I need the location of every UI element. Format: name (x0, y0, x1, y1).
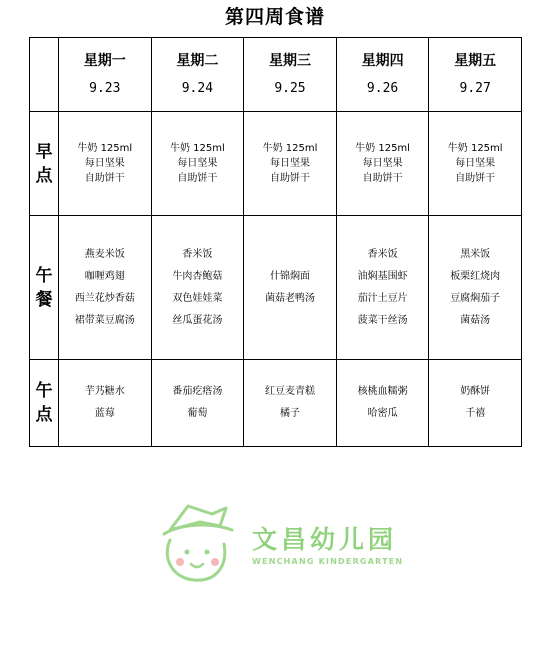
lunch-cell-mon (59, 216, 152, 360)
breakfast-row (30, 112, 522, 216)
menu-item: 自助饼干 (455, 173, 496, 184)
day-name: 星期四 (361, 53, 404, 69)
day-header-tue (151, 38, 244, 112)
breakfast-cell-wed (244, 112, 337, 216)
day-name: 星期五 (454, 53, 497, 69)
menu-item: 油焖基围虾 (357, 270, 408, 282)
menu-item: 番茄疙瘩汤 (172, 386, 223, 397)
day-date: 9.25 (274, 81, 306, 96)
lunch-cell-wed (244, 216, 337, 360)
menu-item: 菌菇汤 (460, 314, 491, 326)
menu-item: 板栗红烧肉 (450, 270, 501, 282)
meal-label-top: 早 (35, 141, 53, 162)
menu-item: 牛奶 125ml (169, 143, 225, 154)
menu-item: 裙带菜豆腐汤 (74, 314, 135, 326)
menu-item: 核桃血糯粥 (357, 386, 408, 397)
menu-item: 每日坚果 (84, 158, 125, 169)
menu-item: 自助饼干 (84, 173, 125, 184)
lunch-cell-tue (151, 216, 244, 360)
meal-label-bottom: 点 (35, 405, 53, 425)
menu-item: 每日坚果 (362, 158, 403, 169)
menu-item: 葡萄 (187, 408, 208, 419)
menu-item: 每日坚果 (269, 158, 310, 169)
day-header-mon (59, 38, 152, 112)
lunch-label (30, 216, 59, 360)
day-header-wed (244, 38, 337, 112)
page-title: 第四周食谱 (224, 6, 325, 28)
menu-item: 茄汁土豆片 (357, 292, 408, 304)
day-date: 9.24 (181, 81, 214, 96)
logo-name-en: WENCHANG KINDERGARTEN (252, 557, 404, 566)
menu-item: 西兰花炒香菇 (74, 292, 135, 304)
meal-label-bottom: 点 (35, 165, 53, 186)
menu-item: 燕麦米饭 (84, 248, 125, 260)
menu-item: 每日坚果 (177, 158, 218, 169)
kindergarten-logo (160, 500, 410, 585)
header-row (30, 38, 522, 112)
snack-cell-fri (429, 360, 522, 447)
lunch-cell-fri (429, 216, 522, 360)
menu-item: 牛肉杏鲍菇 (172, 270, 223, 282)
meal-label-top: 午 (35, 381, 53, 401)
menu-item: 牛奶 125ml (355, 143, 410, 154)
day-header-thu (336, 38, 429, 112)
menu-item: 香米饭 (367, 248, 398, 260)
menu-item: 菌菇老鸭汤 (264, 292, 315, 304)
menu-item: 豆腐焖茄子 (450, 292, 501, 304)
day-name: 星期三 (268, 53, 311, 69)
meal-label-top: 午 (35, 265, 53, 286)
child-face-icon (160, 500, 250, 585)
menu-item: 芋艿糖水 (84, 386, 125, 397)
day-date: 9.23 (89, 81, 121, 96)
day-date: 9.26 (366, 81, 399, 96)
snack-cell-tue (151, 360, 244, 447)
menu-item: 什锦焖面 (269, 270, 310, 282)
menu-item: 蓝莓 (94, 408, 115, 419)
snack-cell-mon (59, 360, 152, 447)
corner-cell (30, 38, 59, 112)
menu-item: 奶酥饼 (460, 386, 491, 397)
day-date: 9.27 (459, 81, 491, 96)
lunch-cell-thu (336, 216, 429, 360)
menu-item: 牛奶 125ml (447, 143, 503, 154)
breakfast-cell-thu (336, 112, 429, 216)
menu-item: 香米饭 (182, 248, 213, 260)
menu-item: 咖喱鸡翅 (84, 270, 125, 282)
day-name: 星期一 (83, 53, 126, 69)
menu-item: 双色娃娃菜 (172, 292, 223, 304)
breakfast-cell-tue (151, 112, 244, 216)
menu-item: 黑米饭 (460, 248, 491, 260)
logo-name-cn: 文昌幼儿园 (252, 525, 398, 554)
snack-label (30, 360, 59, 447)
menu-item: 菠菜干丝汤 (357, 314, 408, 326)
menu-item: 自助饼干 (362, 173, 403, 184)
menu-item: 丝瓜蛋花汤 (172, 314, 223, 326)
menu-item: 牛奶 125ml (77, 143, 133, 154)
menu-table (29, 37, 522, 447)
menu-item: 自助饼干 (269, 173, 310, 184)
lunch-row (30, 216, 522, 360)
breakfast-cell-mon (59, 112, 152, 216)
meal-label-bottom: 餐 (35, 289, 53, 310)
snack-cell-thu (336, 360, 429, 447)
snack-row (30, 360, 522, 447)
menu-item: 每日坚果 (455, 158, 496, 169)
menu-item: 自助饼干 (177, 173, 218, 184)
breakfast-label (30, 112, 59, 216)
snack-cell-wed (244, 360, 337, 447)
breakfast-cell-fri (429, 112, 522, 216)
menu-item: 牛奶 125ml (262, 143, 318, 154)
menu-item: 红豆麦青糕 (264, 386, 315, 397)
day-name: 星期二 (176, 53, 219, 69)
menu-item: 橘子 (279, 408, 300, 419)
menu-item: 千禧 (465, 408, 486, 419)
menu-item: 哈密瓜 (367, 408, 398, 419)
day-header-fri (429, 38, 522, 112)
